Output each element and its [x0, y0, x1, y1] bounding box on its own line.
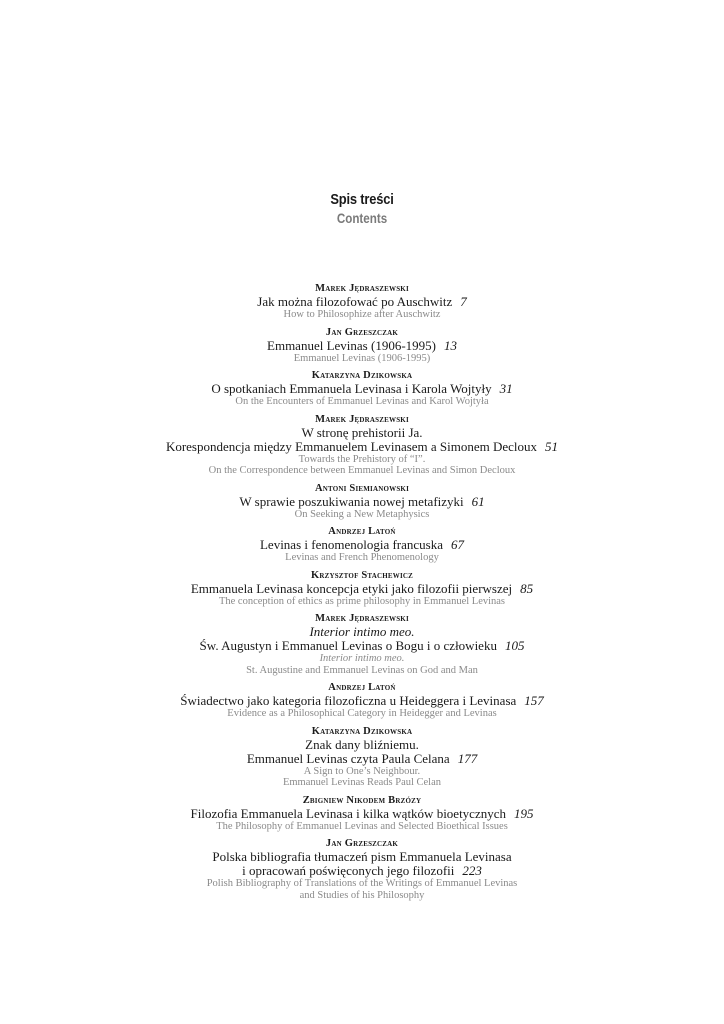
- toc-title-text: O spotkaniach Emmanuela Levinasa i Karola Wojtyły: [211, 381, 492, 396]
- toc-entry[interactable]: [0, 837, 724, 901]
- toc-author: Katarzyna Dzikowska: [311, 370, 413, 381]
- toc-entry[interactable]: [0, 569, 724, 608]
- toc-title-line: [0, 538, 724, 552]
- toc-page-number[interactable]: 105: [504, 638, 525, 653]
- toc-title-line: [0, 426, 724, 440]
- toc-title-line: [0, 752, 724, 766]
- toc-author: Marek Jędraszewski: [315, 413, 409, 425]
- toc-author: Andrzej Latoń: [328, 682, 396, 693]
- toc-title-line: [0, 582, 724, 596]
- toc-page-number[interactable]: 195: [514, 805, 534, 821]
- toc-english-title: Emmanuel Levinas (1906-1995): [293, 352, 431, 364]
- toc-title-text: W stronę prehistorii Ja.: [301, 424, 423, 440]
- toc-title-line: [0, 639, 724, 653]
- toc-page-number[interactable]: 157: [524, 693, 544, 708]
- toc-title-text: Emmanuela Levinasa koncepcja etyki jako filozofii pierwszej: [190, 580, 513, 596]
- toc-author: Katarzyna Dzikowska: [311, 725, 413, 737]
- toc-title-text: Jak można filozofować po Auschwitz: [257, 294, 453, 309]
- toc-author: Jan Grzeszczak: [325, 326, 399, 338]
- toc-title-line: [0, 339, 724, 353]
- toc-title-text: Korespondencja między Emmanuelem Levinasem a Simonem Decloux: [165, 438, 538, 454]
- toc-author: Antoni Siemianowski: [314, 482, 409, 494]
- toc-title-text: i opracowań poświęconych jego filozofii: [242, 863, 455, 878]
- toc-page-number[interactable]: 7: [460, 294, 467, 309]
- toc-english-title: Polish Bibliography of Translations of the Writings of Emmanuel Levinas: [206, 878, 518, 889]
- toc-entry[interactable]: [0, 369, 724, 408]
- toc-title-line: [0, 738, 724, 752]
- toc-page-number[interactable]: 177: [457, 750, 478, 766]
- toc-entry[interactable]: [0, 794, 724, 833]
- toc-title-text: W sprawie poszukiwania nowej metafizyki: [239, 493, 464, 509]
- toc-entry[interactable]: [0, 681, 724, 720]
- toc-title-text: Emmanuel Levinas czyta Paula Celana: [246, 750, 450, 766]
- toc-title-line: [0, 495, 724, 509]
- toc-english-title: Emmanuel Levinas Reads Paul Celan: [282, 777, 442, 788]
- toc-english-title: On Seeking a New Metaphysics: [294, 508, 430, 520]
- toc-title-line: [0, 864, 724, 878]
- toc-english-title: On the Correspondence between Emmanuel Levinas and Simon Decloux: [208, 465, 516, 476]
- toc-page-number[interactable]: 223: [462, 863, 482, 878]
- toc-title-line: [0, 295, 724, 309]
- toc-english-title: How to Philosophize after Auschwitz: [283, 309, 441, 320]
- toc-title-line: [0, 625, 724, 639]
- toc-entry[interactable]: [0, 482, 724, 521]
- toc-page-number[interactable]: 61: [471, 493, 485, 509]
- toc-author: Marek Jędraszewski: [315, 283, 409, 294]
- toc-author: Zbigniew Nikodem Brzózy: [302, 794, 422, 806]
- toc-title-text: Filozofia Emmanuela Levinasa i kilka wątków bioetycznych: [190, 805, 506, 821]
- toc-entry[interactable]: [0, 413, 724, 477]
- toc-english-title: Evidence as a Philosophical Category in Heidegger and Levinas: [227, 708, 497, 719]
- toc-english-title: On the Encounters of Emmanuel Levinas and Karol Wojtyła: [235, 396, 489, 407]
- toc-author: Marek Jędraszewski: [315, 613, 409, 624]
- toc-english-title: St. Augustine and Emmanuel Levinas on God and Man: [246, 664, 478, 676]
- toc-author: Andrzej Latoń: [328, 526, 396, 537]
- toc-english-title: and Studies of his Philosophy: [299, 889, 425, 901]
- toc-title-text: Polska bibliografia tłumaczeń pism Emmanuela Levinasa: [212, 849, 512, 864]
- toc-title-line: [0, 807, 724, 821]
- toc-english-title: Towards the Prehistory of “I”.: [298, 453, 426, 465]
- toc-title-line: [0, 850, 724, 864]
- toc-english-title: The Philosophy of Emmanuel Levinas and Selected Bioethical Issues: [216, 820, 508, 832]
- page-title: Spis treści: [330, 191, 394, 208]
- toc-page-number[interactable]: 51: [545, 438, 559, 454]
- toc-page-number[interactable]: 31: [499, 381, 513, 396]
- toc-title-line: [0, 440, 724, 454]
- contents-heading: [0, 190, 724, 228]
- toc-page-number[interactable]: 13: [443, 337, 457, 353]
- toc-entry[interactable]: [0, 282, 724, 321]
- toc-author: Jan Grzeszczak: [325, 838, 399, 849]
- toc-title-text: Levinas i fenomenologia francuska: [259, 537, 443, 552]
- toc-entry[interactable]: [0, 326, 724, 365]
- toc-page-number[interactable]: 67: [451, 537, 464, 552]
- toc-title-text: Interior intimo meo.: [309, 624, 415, 639]
- toc-title-line: [0, 382, 724, 396]
- page-subtitle: Contents: [336, 211, 388, 226]
- toc-title-line: [0, 694, 724, 708]
- toc-title-text: Znak dany bliźniemu.: [305, 736, 419, 752]
- toc-entry[interactable]: [0, 725, 724, 789]
- toc-page-number[interactable]: 85: [520, 580, 534, 596]
- toc-english-title: Levinas and French Phenomenology: [285, 552, 439, 563]
- toc-title-text: Świadectwo jako kategoria filozoficzna u Heideggera i Levinasa: [180, 693, 517, 708]
- toc-english-title: Interior intimo meo.: [319, 653, 405, 664]
- toc-title-text: Emmanuel Levinas (1906-1995): [267, 337, 436, 353]
- toc-english-title: The conception of ethics as prime philosophy in Emmanuel Levinas: [218, 595, 506, 607]
- toc-title-text: Św. Augustyn i Emmanuel Levinas o Bogu i o człowieku: [199, 638, 497, 653]
- toc-author: Krzysztof Stachewicz: [310, 569, 414, 581]
- toc-entry[interactable]: [0, 612, 724, 676]
- toc-entry[interactable]: [0, 525, 724, 564]
- toc-english-title: A Sign to One’s Neighbour.: [303, 765, 421, 777]
- table-of-contents: [0, 282, 724, 906]
